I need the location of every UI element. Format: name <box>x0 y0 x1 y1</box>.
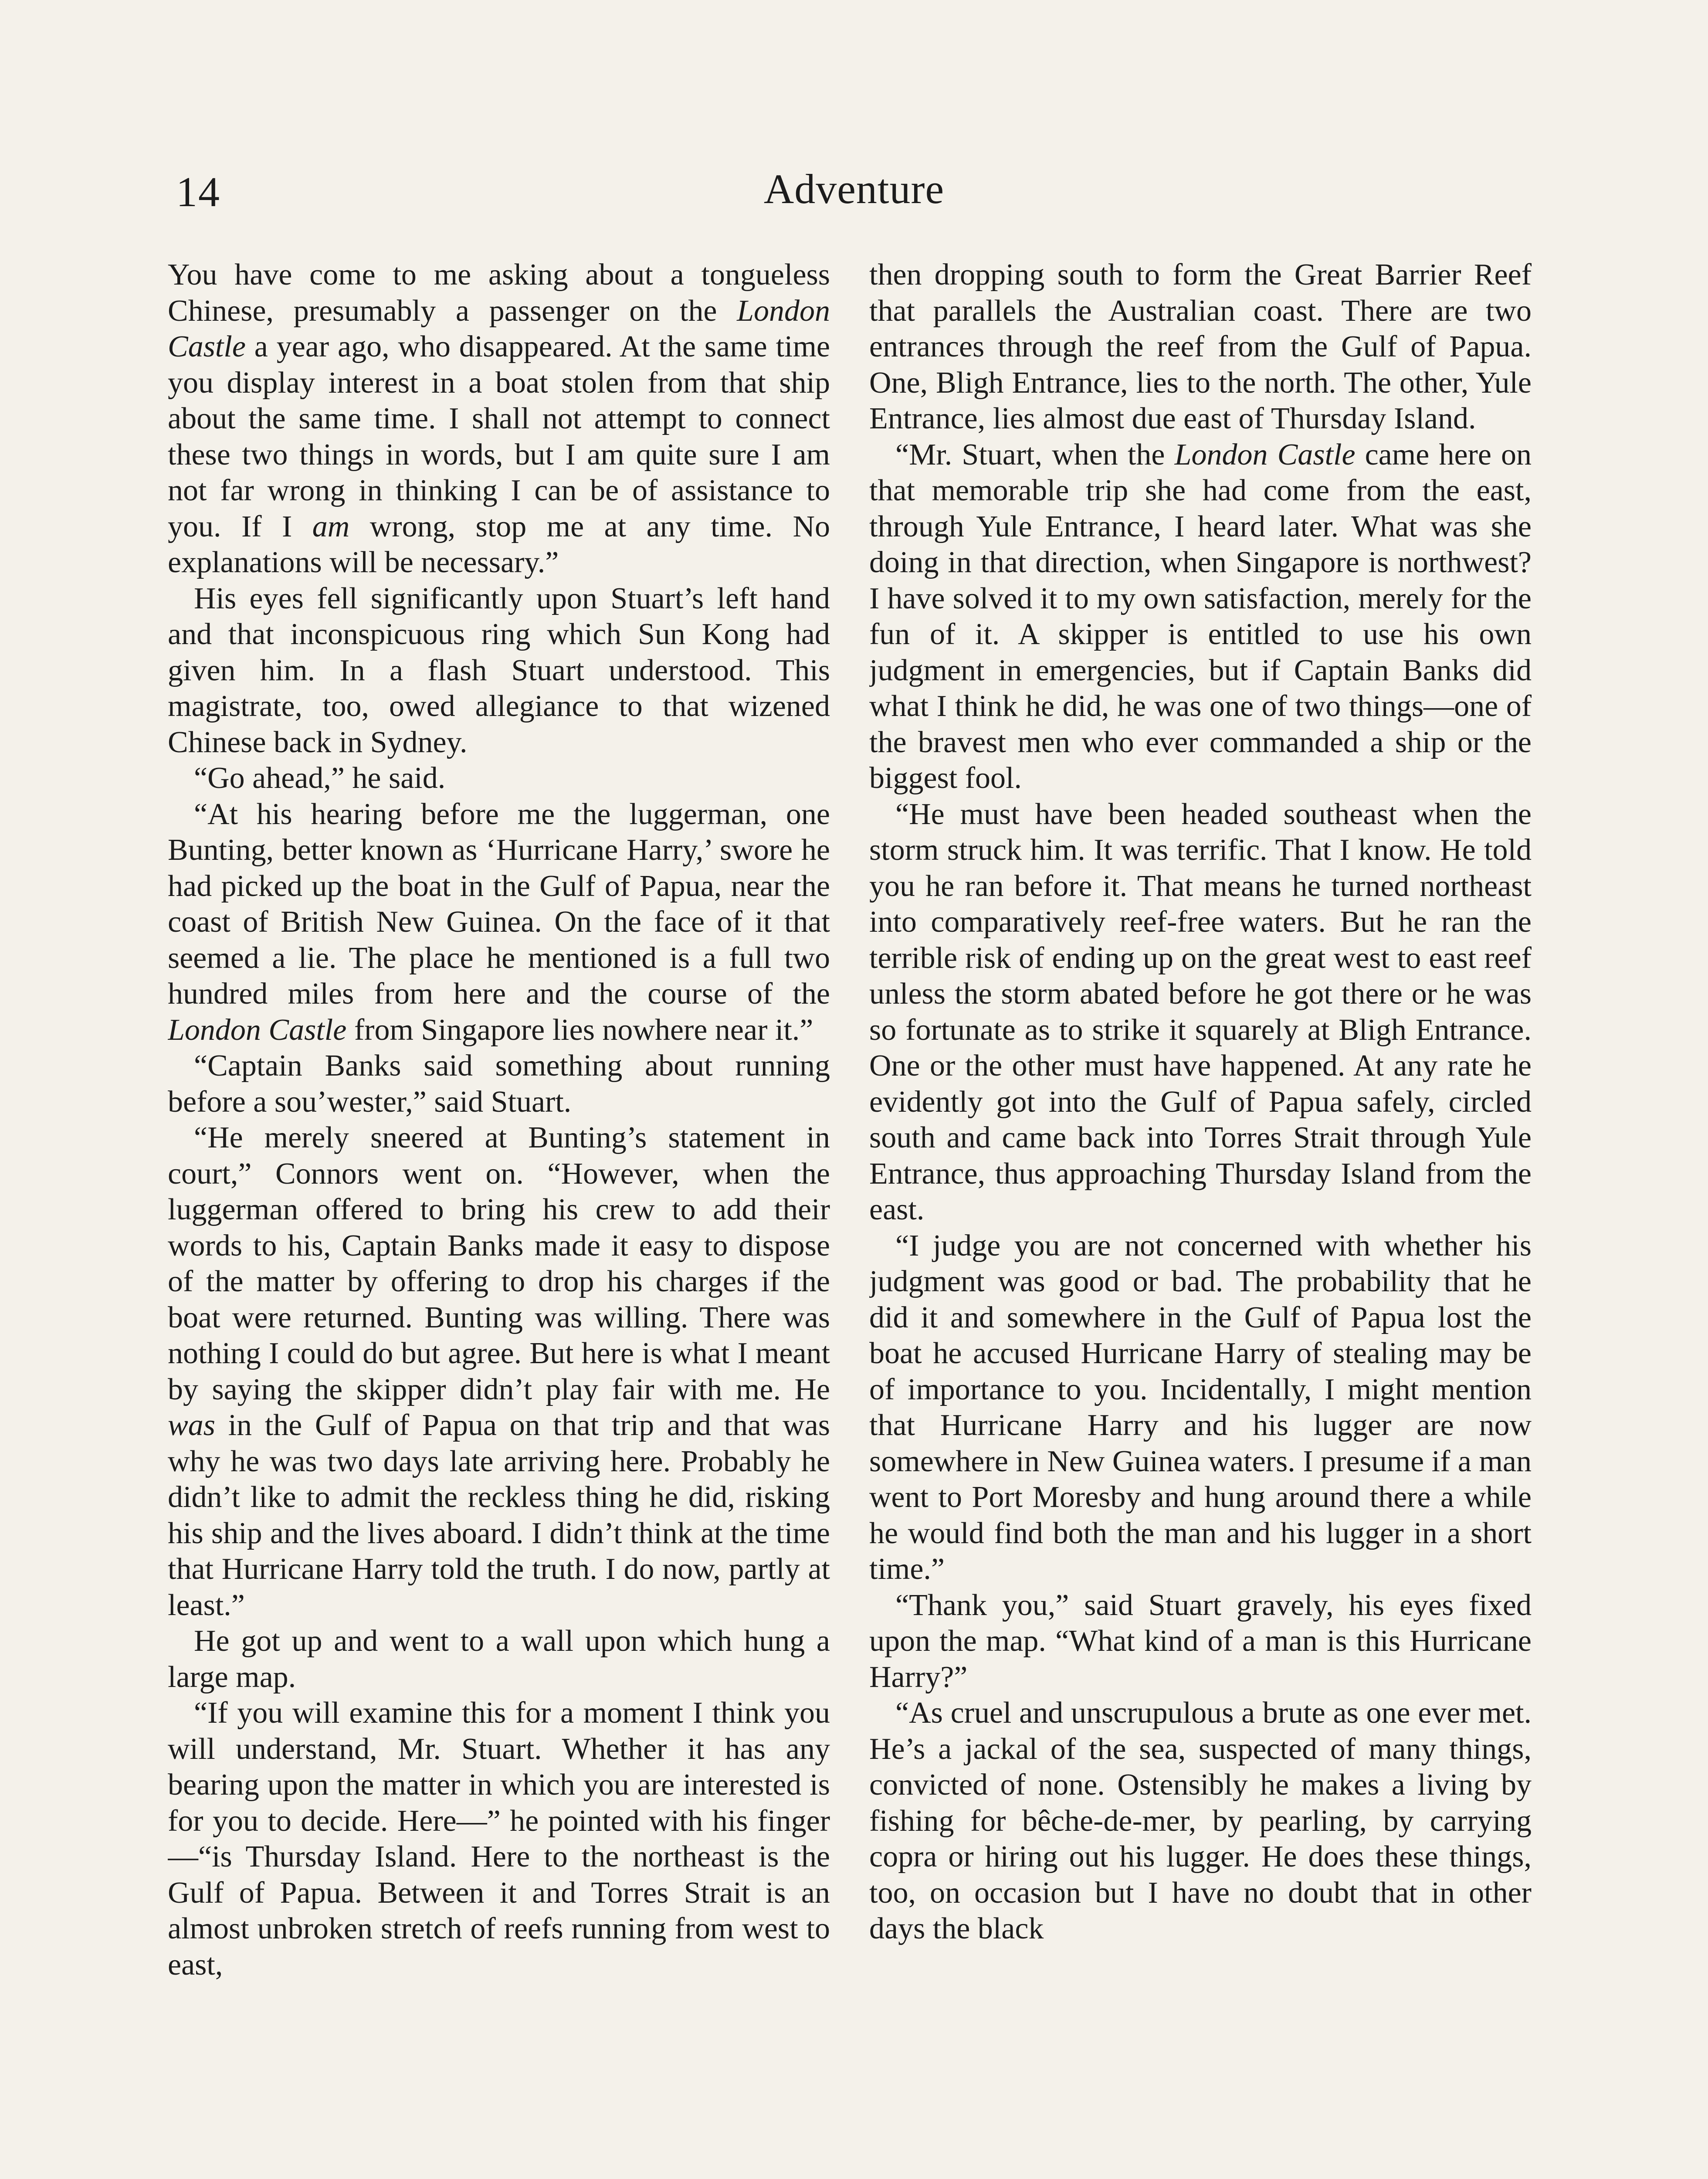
paragraph: “At his hearing before me the luggerman, one Bunting, better known as ‘Hurricane Harry,’ swore he had picked up the boat in the Gulf of Papua, near the coast of British New Guinea. On the face of it that seemed a lie. The place he mentioned is a full two hundred miles from here and the course of the London Castle from Singapore lies nowhere near it.” <box>168 797 830 1047</box>
left-column <box>168 257 830 2179</box>
paragraph: then dropping south to form the Great Barrier Reef that parallels the Australian coast. There are two entrances through the reef from the Gulf of Papua. One, Bligh Entrance, lies to the north. The other, Yule Entrance, lies almost due east of Thursday Island. <box>869 258 1532 435</box>
paragraph: “Captain Banks said something about running before a sou’wester,” said Stuart. <box>168 1049 830 1119</box>
paragraph: “He must have been headed southeast when the storm struck him. It was terrific. That I know. He told you he ran before it. That means he turned northeast into comparatively reef-free waters. But he ran the terrible risk of ending up on the great west to east reef unless the storm abated before he got there or he was so fortunate as to strike it squarely at Bligh Entrance. One or the other must have happened. At any rate he evidently got into the Gulf of Papua safely, circled south and came back into Torres Strait through Yule Entrance, thus approaching Thursday Island from the east. <box>869 797 1532 1226</box>
page-number: 14 <box>176 169 220 216</box>
right-column <box>869 257 1532 2179</box>
paragraph: “Mr. Stuart, when the London Castle came here on that memorable trip she had come from the east, through Yule Entrance, I heard later. What was she doing in that direction, when Singapore is northwest? I have solved it to my own satisfaction, merely for the fun of it. A skipper is entitled to use his own judgment in emergencies, but if Captain Banks did what I think he did, he was one of two things—one of the bravest men who ever commanded a ship or the biggest fool. <box>869 438 1532 795</box>
paragraph: “Go ahead,” he said. <box>194 761 446 795</box>
paragraph: He got up and went to a wall upon which hung a large map. <box>168 1624 830 1694</box>
paragraph: “Thank you,” said Stuart gravely, his eyes fixed upon the map. “What kind of a man is this Hurricane Harry?” <box>869 1588 1532 1694</box>
paragraph: “As cruel and unscrupulous a brute as one ever met. He’s a jackal of the sea, suspected of many things, convicted of none. Ostensibly he makes a living by fishing for bêche-de-mer, by pearling, by carrying copra or hiring out his lugger. He does these things, too, on occasion but I have no doubt that in other days the black <box>869 1696 1532 1945</box>
running-title: Adventure <box>763 166 945 212</box>
paragraph: You have come to me asking about a tongueless Chinese, presumably a passenger on the London Castle a year ago, who disappeared. At the same time you display interest in a boat stolen from that ship about the same time. I shall not attempt to connect these two things in words, but I am quite sure I am not far wrong in thinking I can be of assistance to you. If I am wrong, stop me at any time. No explanations will be necessary.” <box>168 258 830 579</box>
paragraph: “He merely sneered at Bunting’s statement in court,” Connors went on. “However, when the luggerman offered to bring his crew to add their words to his, Captain Banks made it easy to dispose of the matter by offering to drop his charges if the boat were returned. Bunting was willing. There was nothing I could do but agree. But here is what I meant by saying the skipper didn’t play fair with me. He was in the Gulf of Papua on that trip and that was why he was two days late arriving here. Probably he didn’t like to admit the reckless thing he did, risking his ship and the lives aboard. I didn’t think at the time that Hurricane Harry told the truth. I do now, partly at least.” <box>168 1121 830 1622</box>
paragraph: “If you will examine this for a moment I think you will understand, Mr. Stuart. Whether it has any bearing upon the matter in which you are interested is for you to decide. Here—” he pointed with his finger—“is Thursday Island. Here to the northeast is the Gulf of Papua. Between it and Torres Strait is an almost unbroken stretch of reefs running from west to east, <box>168 1696 830 1982</box>
paragraph: “I judge you are not concerned with whether his judgment was good or bad. The probability that he did it and somewhere in the Gulf of Papua lost the boat he accused Hurricane Harry of stealing may be of importance to you. Incidentally, I might mention that Hurricane Harry and his lugger are now somewhere in New Guinea waters. I presume if a man went to Port Moresby and hung around there a while he would find both the man and his lugger in a short time.” <box>869 1229 1532 1586</box>
paragraph: His eyes fell significantly upon Stuart’s left hand and that inconspicuous ring which Sun Kong had given him. In a flash Stuart understood. This magistrate, too, owed allegiance to that wizened Chinese back in Sydney. <box>168 581 830 759</box>
